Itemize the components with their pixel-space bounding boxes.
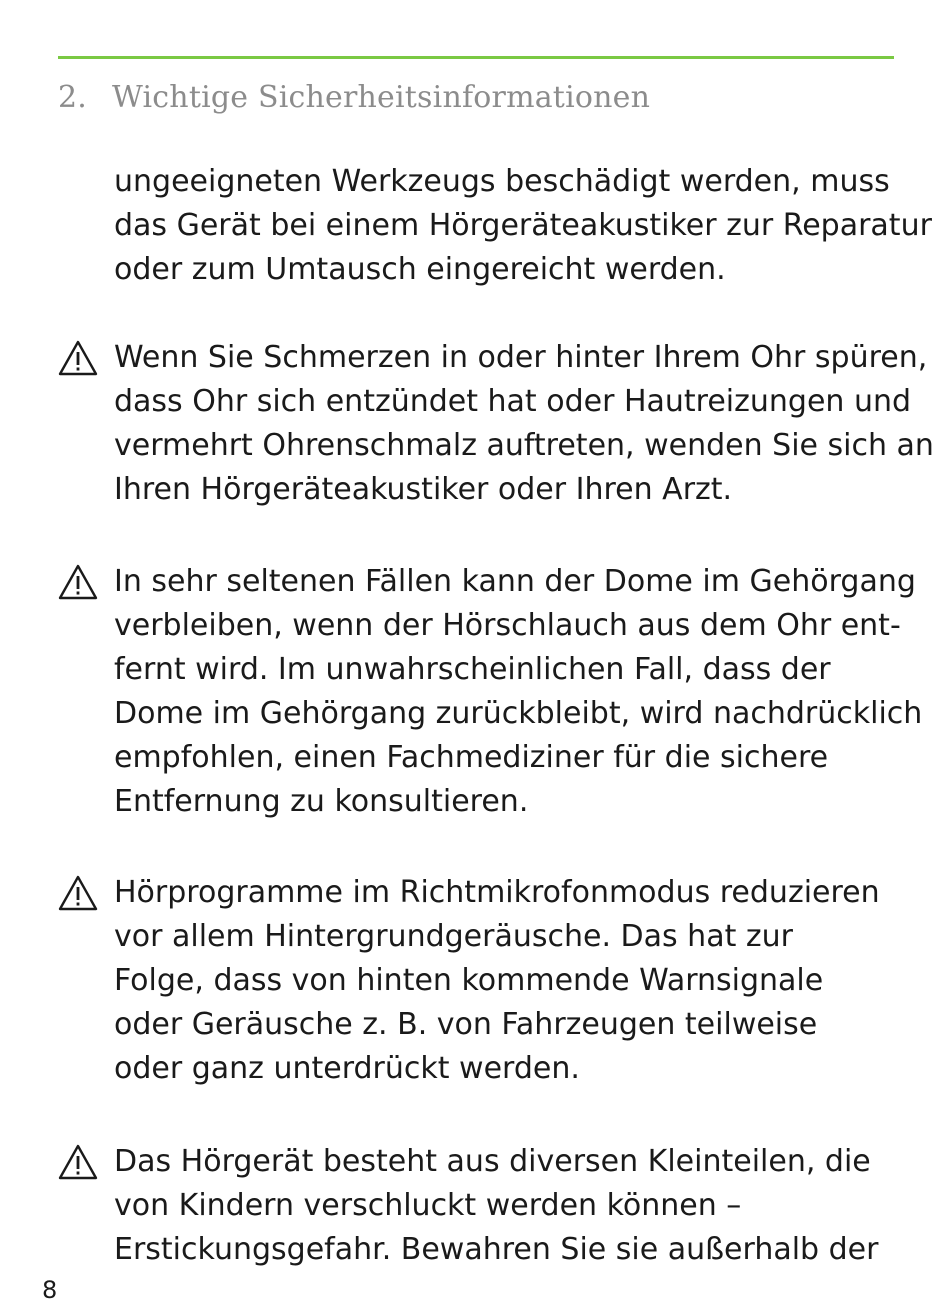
warning-triangle-icon	[58, 564, 98, 600]
paragraph-line: ungeeigneten Werkzeugs beschädigt werden, muss	[114, 164, 890, 199]
paragraph-line: In sehr seltenen Fällen kann der Dome im Gehörgang	[114, 564, 916, 599]
warning-triangle-icon	[58, 340, 98, 376]
paragraph-line: vermehrt Ohrenschmalz auftreten, wenden Sie sich an	[114, 428, 934, 463]
paragraph-line: Hörprogramme im Richtmikrofonmodus reduzieren	[114, 875, 880, 910]
paragraph-line: oder Geräusche z. B. von Fahrzeugen teilweise	[114, 1007, 818, 1042]
warning-triangle-icon	[58, 1144, 98, 1180]
page-number: 8	[42, 1276, 58, 1304]
paragraph-line: fernt wird. Im unwahrscheinlichen Fall, dass der	[114, 652, 831, 687]
paragraph-line: empfohlen, einen Fachmediziner für die sichere	[114, 740, 829, 775]
paragraph-line: das Gerät bei einem Hörgeräteakustiker zur Reparatur	[114, 208, 932, 243]
paragraph-line: von Kindern verschluckt werden können –	[114, 1188, 742, 1223]
paragraph-line: Dome im Gehörgang zurückbleibt, wird nachdrücklich	[114, 696, 923, 731]
paragraph-line: Wenn Sie Schmerzen in oder hinter Ihrem Ohr spüren,	[114, 340, 928, 375]
section-header	[58, 80, 650, 115]
section-number: 2.	[58, 80, 88, 115]
section-title: Wichtige Sicherheitsinformationen	[112, 80, 651, 115]
paragraph-line: Das Hörgerät besteht aus diversen Kleinteilen, die	[114, 1144, 871, 1179]
paragraph-line: oder zum Umtausch eingereicht werden.	[114, 252, 726, 287]
paragraph-line: Entfernung zu konsultieren.	[114, 784, 529, 819]
warning-triangle-icon	[58, 875, 98, 911]
paragraph-line: Folge, dass von hinten kommende Warnsignale	[114, 963, 824, 998]
paragraph-line: vor allem Hintergrundgeräusche. Das hat zur	[114, 919, 793, 954]
paragraph-line: dass Ohr sich entzündet hat oder Hautreizungen und	[114, 384, 912, 419]
paragraph-line: verbleiben, wenn der Hörschlauch aus dem Ohr ent-	[114, 608, 901, 643]
paragraph-line: oder ganz unterdrückt werden.	[114, 1051, 580, 1086]
paragraph-line: Ihren Hörgeräteakustiker oder Ihren Arzt.	[114, 472, 733, 507]
paragraph-line: Erstickungsgefahr. Bewahren Sie sie außerhalb der	[114, 1232, 879, 1267]
top-accent-rule	[58, 56, 894, 59]
